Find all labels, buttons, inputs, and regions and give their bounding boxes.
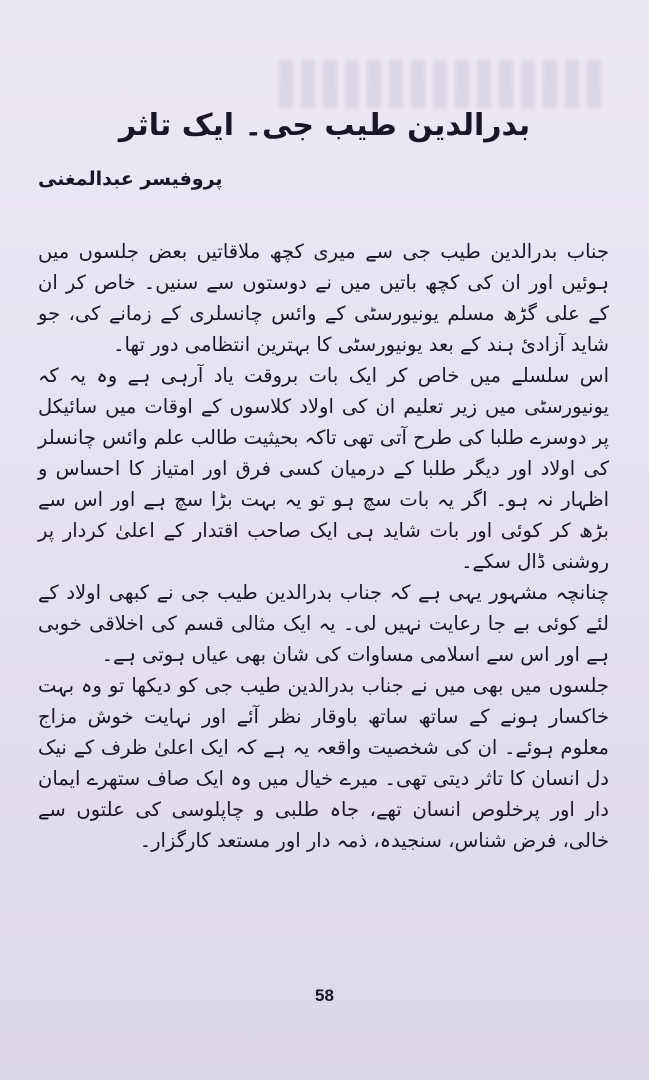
article-body <box>38 236 609 856</box>
show-through-texture <box>279 60 609 108</box>
page-number: 58 <box>315 986 334 1005</box>
page-title: بدرالدین طیب جی۔ ایک تاثر <box>118 108 531 143</box>
paragraph: چنانچہ مشہور یہی ہے کہ جناب بدرالدین طیب جی نے کبھی اولاد کے لئے کوئی بے جا رعایت نہیں لی۔ یہ ایک مثالی قسم کی اخلاقی خوبی ہے اور اس سے اسلامی مساوات کی شان بھی عیاں ہوتی ہے۔ <box>38 581 609 666</box>
author-name: پروفیسر عبدالمغنی <box>38 168 223 190</box>
paragraph: جناب بدرالدین طیب جی سے میری کچھ ملاقاتیں بعض جلسوں میں ہوئیں اور ان کی کچھ باتیں میں نے دوستوں سے سنیں۔ خاص کر ان کے علی گڑھ مسلم یونیورسٹی کے وائس چانسلری کے زمانے کی، جو شاید آزادئ ہند کے بعد یونیورسٹی کا بہترین انتظامی دور تھا۔ <box>38 240 609 356</box>
paragraph: اس سلسلے میں خاص کر ایک بات بروقت یاد آرہی ہے وہ یہ کہ یونیورسٹی میں زیر تعلیم ان کی اولاد کلاسوں کے اوقات میں سائیکل پر دوسرے طلبا کی طرح آتی تھی تاکہ بحیثیت طالب علم وائس چانسلر کی اولاد اور دیگر طلبا کے درمیان کسی فرق اور امتیاز کا احساس و اظہار نہ ہو۔ اگر یہ بات سچ ہو تو یہ بہت بڑا سچ ہے اور اس سے بڑھ کر کوئی اور بات شاید ہی ایک صاحب اقتدار کے اعلیٰ کردار پر روشنی ڈال سکے۔ <box>38 364 609 573</box>
paragraph: جلسوں میں بھی میں نے جناب بدرالدین طیب جی کو دیکھا تو وہ بہت خاکسار ہونے کے ساتھ ساتھ باوقار نظر آئے اور نہایت خوش مزاج معلوم ہوئے۔ ان کی شخصیت واقعہ یہ ہے کہ ایک اعلیٰ ظرف کے نیک دل انسان کا تاثر دیتی تھی۔ میرے خیال میں وہ ایک صاف ستھرے ایمان دار اور پرخلوص انسان تھے، جاہ طلبی و چاپلوسی کی علتوں سے خالی، فرض شناس، سنجیدہ، ذمہ دار اور مستعد کارگزار۔ <box>38 674 609 852</box>
